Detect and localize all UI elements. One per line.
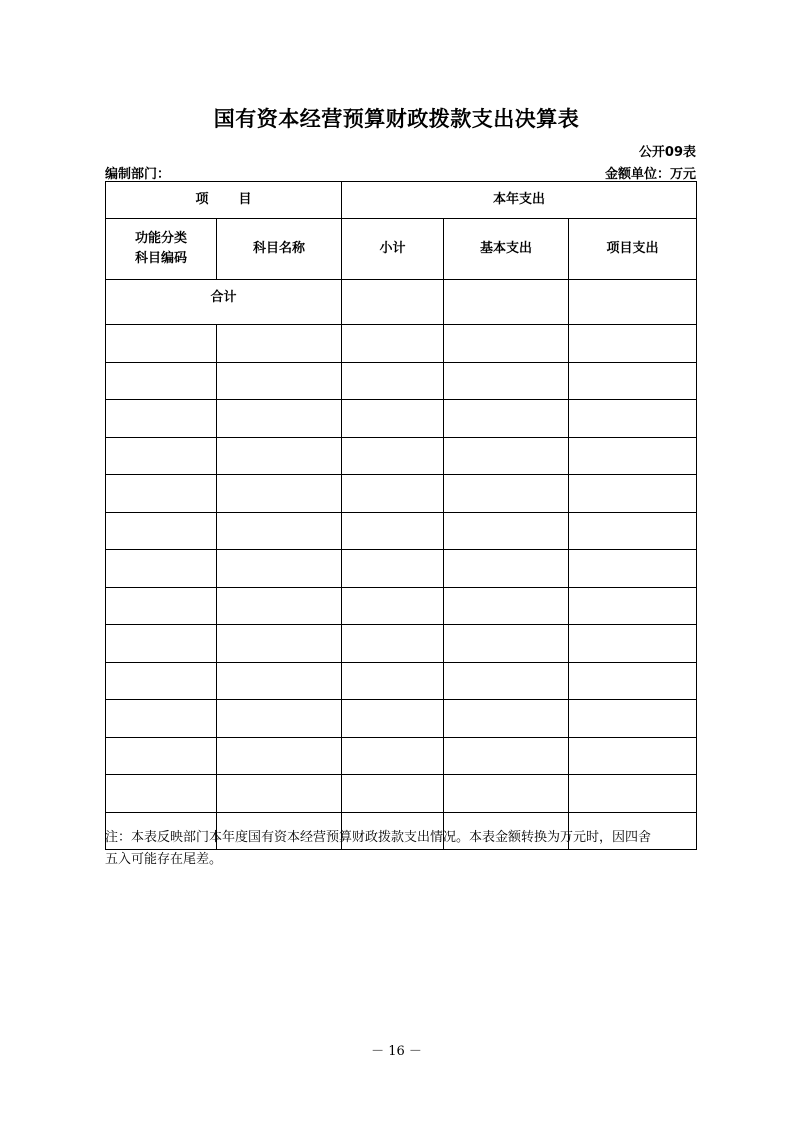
table-cell bbox=[217, 550, 342, 588]
table-cell bbox=[342, 400, 444, 438]
table-cell bbox=[106, 325, 217, 363]
table-cell bbox=[569, 700, 697, 738]
header-item-char-2: 目 bbox=[238, 192, 252, 207]
table-cell bbox=[217, 362, 342, 400]
col-code-line2: 科目编码 bbox=[134, 251, 187, 266]
table-row bbox=[106, 737, 697, 775]
expenditure-table bbox=[105, 181, 697, 850]
table-cell bbox=[444, 550, 569, 588]
table-cell bbox=[444, 362, 569, 400]
table-cell bbox=[106, 587, 217, 625]
table-cell bbox=[569, 775, 697, 813]
col-basic-header: 基本支出 bbox=[444, 219, 569, 280]
table-row bbox=[106, 587, 697, 625]
table-cell bbox=[106, 400, 217, 438]
table-cell bbox=[217, 662, 342, 700]
table-cell bbox=[444, 587, 569, 625]
table-cell bbox=[342, 550, 444, 588]
table-cell bbox=[217, 700, 342, 738]
table-cell bbox=[444, 662, 569, 700]
table-cell bbox=[569, 737, 697, 775]
footnote-line-2: 五入可能存在尾差。 bbox=[105, 852, 223, 867]
table-row bbox=[106, 437, 697, 475]
total-basic-cell bbox=[444, 280, 569, 325]
table-cell bbox=[569, 662, 697, 700]
table-cell bbox=[106, 437, 217, 475]
form-number: 公开09表 bbox=[638, 145, 696, 160]
footnote-line-1: 注：本表反映部门本年度国有资本经营预算财政拨款支出情况。本表金额转换为万元时，因四舍 bbox=[105, 830, 652, 845]
table-cell bbox=[217, 475, 342, 513]
table-cell bbox=[106, 737, 217, 775]
table-cell bbox=[444, 512, 569, 550]
table-cell bbox=[569, 625, 697, 663]
table-cell bbox=[444, 400, 569, 438]
col-project-header: 项目支出 bbox=[569, 219, 697, 280]
table-cell bbox=[106, 700, 217, 738]
table-cell bbox=[106, 550, 217, 588]
table-cell bbox=[569, 325, 697, 363]
footnote bbox=[105, 827, 700, 871]
table-cell bbox=[444, 700, 569, 738]
table-cell bbox=[342, 475, 444, 513]
table-cell bbox=[217, 775, 342, 813]
table-cell bbox=[342, 737, 444, 775]
table-cell bbox=[106, 625, 217, 663]
table-cell bbox=[217, 512, 342, 550]
table-cell bbox=[217, 587, 342, 625]
table-cell bbox=[217, 325, 342, 363]
table-cell bbox=[342, 625, 444, 663]
page-title: 国有资本经营预算财政拨款支出决算表 bbox=[213, 107, 580, 131]
col-code-header bbox=[106, 219, 217, 280]
table-row bbox=[106, 625, 697, 663]
table-row bbox=[106, 662, 697, 700]
table-cell bbox=[342, 325, 444, 363]
table-cell bbox=[342, 662, 444, 700]
table-cell bbox=[217, 437, 342, 475]
table-cell bbox=[342, 437, 444, 475]
table-cell bbox=[444, 737, 569, 775]
table-cell bbox=[217, 625, 342, 663]
table-cell bbox=[444, 325, 569, 363]
table-cell bbox=[444, 625, 569, 663]
table-cell bbox=[569, 512, 697, 550]
table-row bbox=[106, 512, 697, 550]
table-cell bbox=[342, 587, 444, 625]
table-cell bbox=[106, 362, 217, 400]
total-subtotal-cell bbox=[342, 280, 444, 325]
table-cell bbox=[444, 437, 569, 475]
table-cell bbox=[106, 662, 217, 700]
table-cell bbox=[569, 400, 697, 438]
col-name-header: 科目名称 bbox=[217, 219, 342, 280]
table-cell bbox=[106, 475, 217, 513]
table-cell bbox=[217, 737, 342, 775]
table-cell bbox=[444, 475, 569, 513]
table-row bbox=[106, 475, 697, 513]
table-cell bbox=[444, 775, 569, 813]
header-row-2 bbox=[106, 219, 697, 280]
table-row bbox=[106, 400, 697, 438]
table-cell bbox=[569, 550, 697, 588]
table-cell bbox=[342, 362, 444, 400]
table-cell bbox=[106, 512, 217, 550]
total-label: 合计 bbox=[106, 280, 342, 325]
unit-label: 金额单位：万元 bbox=[604, 167, 696, 182]
table-row bbox=[106, 550, 697, 588]
header-row-1 bbox=[106, 182, 697, 219]
table-cell bbox=[106, 775, 217, 813]
header-current-year-cell: 本年支出 bbox=[342, 182, 697, 219]
table-cell bbox=[569, 362, 697, 400]
table-cell bbox=[569, 587, 697, 625]
table-row bbox=[106, 362, 697, 400]
header-item-cell bbox=[106, 182, 342, 219]
page-number: － 16 － bbox=[371, 1044, 422, 1059]
table-row bbox=[106, 775, 697, 813]
table-cell bbox=[217, 400, 342, 438]
table-row bbox=[106, 700, 697, 738]
header-item-char-1: 项 bbox=[195, 192, 209, 207]
table-cell bbox=[342, 512, 444, 550]
col-subtotal-header: 小计 bbox=[342, 219, 444, 280]
table-row bbox=[106, 325, 697, 363]
total-row bbox=[106, 280, 697, 325]
total-project-cell bbox=[569, 280, 697, 325]
table-cell bbox=[569, 437, 697, 475]
table-cell bbox=[342, 700, 444, 738]
col-code-line1: 功能分类 bbox=[134, 231, 187, 246]
dept-label: 编制部门： bbox=[105, 167, 171, 182]
table-cell bbox=[342, 775, 444, 813]
table-cell bbox=[569, 475, 697, 513]
